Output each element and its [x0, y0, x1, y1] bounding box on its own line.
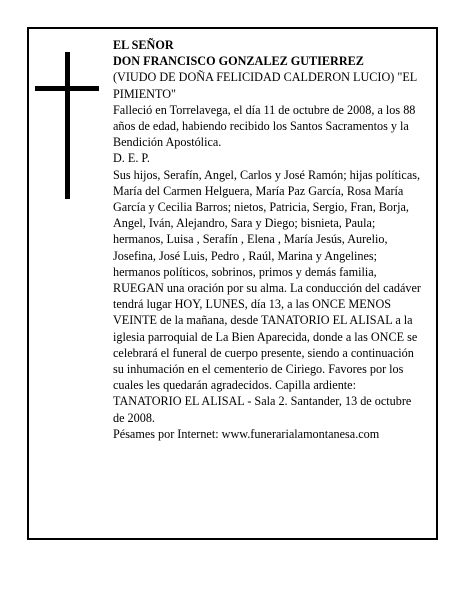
deceased-name: DON FRANCISCO GONZALEZ GUTIERREZ	[113, 54, 364, 69]
family-list: Sus hijos, Serafín, Angel, Carlos y José Ramón; hijas políticas, María del Carmen Helguera, María Paz García, Rosa María García y Cecilia Barros; nietos, Patricia, Sergio, Fran, Borja, Angel, Iván, Alejandro, Sara y Diego; bisnieta, Paula; hermanos, Luisa , Serafín , Elena , María Jesús, Aurelio, Josefina, José Luis, Pedro , Raúl, Marina y Angelines; hermanos políticos, sobrinos, primos y demás familia,	[113, 167, 421, 279]
death-details: Falleció en Torrelavega, el día 11 de octubre de 2008, a los 88 años de edad, habiendo recibido los Santos Sacramentos y la Bendición Apostólica.	[113, 102, 416, 150]
condolences-line: Pésames por Internet: www.funerarialamontanesa.com	[113, 426, 380, 441]
funeral-details: RUEGAN una oración por su alma. La conducción del cadáver tendrá lugar HOY, LUNES, día 13, a las ONCE MENOS VEINTE de la mañana, desde TANATORIO EL ALISAL a la iglesia parroquial de La Bien Aparecida, donde a las ONCE se celebrará el funeral de cuerpo presente, siendo a continuación su inhumación en el cementerio de Ciriego. Favores por los cuales les quedarán agradecidos. Capilla ardiente: TANATORIO EL ALISAL - Sala 2. Santander, 13 de octubre de 2008.	[113, 281, 421, 425]
dep-line: D. E. P.	[113, 151, 150, 166]
obituary-text	[113, 37, 423, 442]
cross-vertical-bar	[65, 52, 70, 199]
notice-title: EL SEÑOR	[113, 38, 174, 52]
cross-horizontal-bar	[35, 86, 99, 91]
deceased-subtitle: (VIUDO DE DOÑA FELICIDAD CALDERON LUCIO) "EL PIMIENTO"	[113, 70, 417, 101]
